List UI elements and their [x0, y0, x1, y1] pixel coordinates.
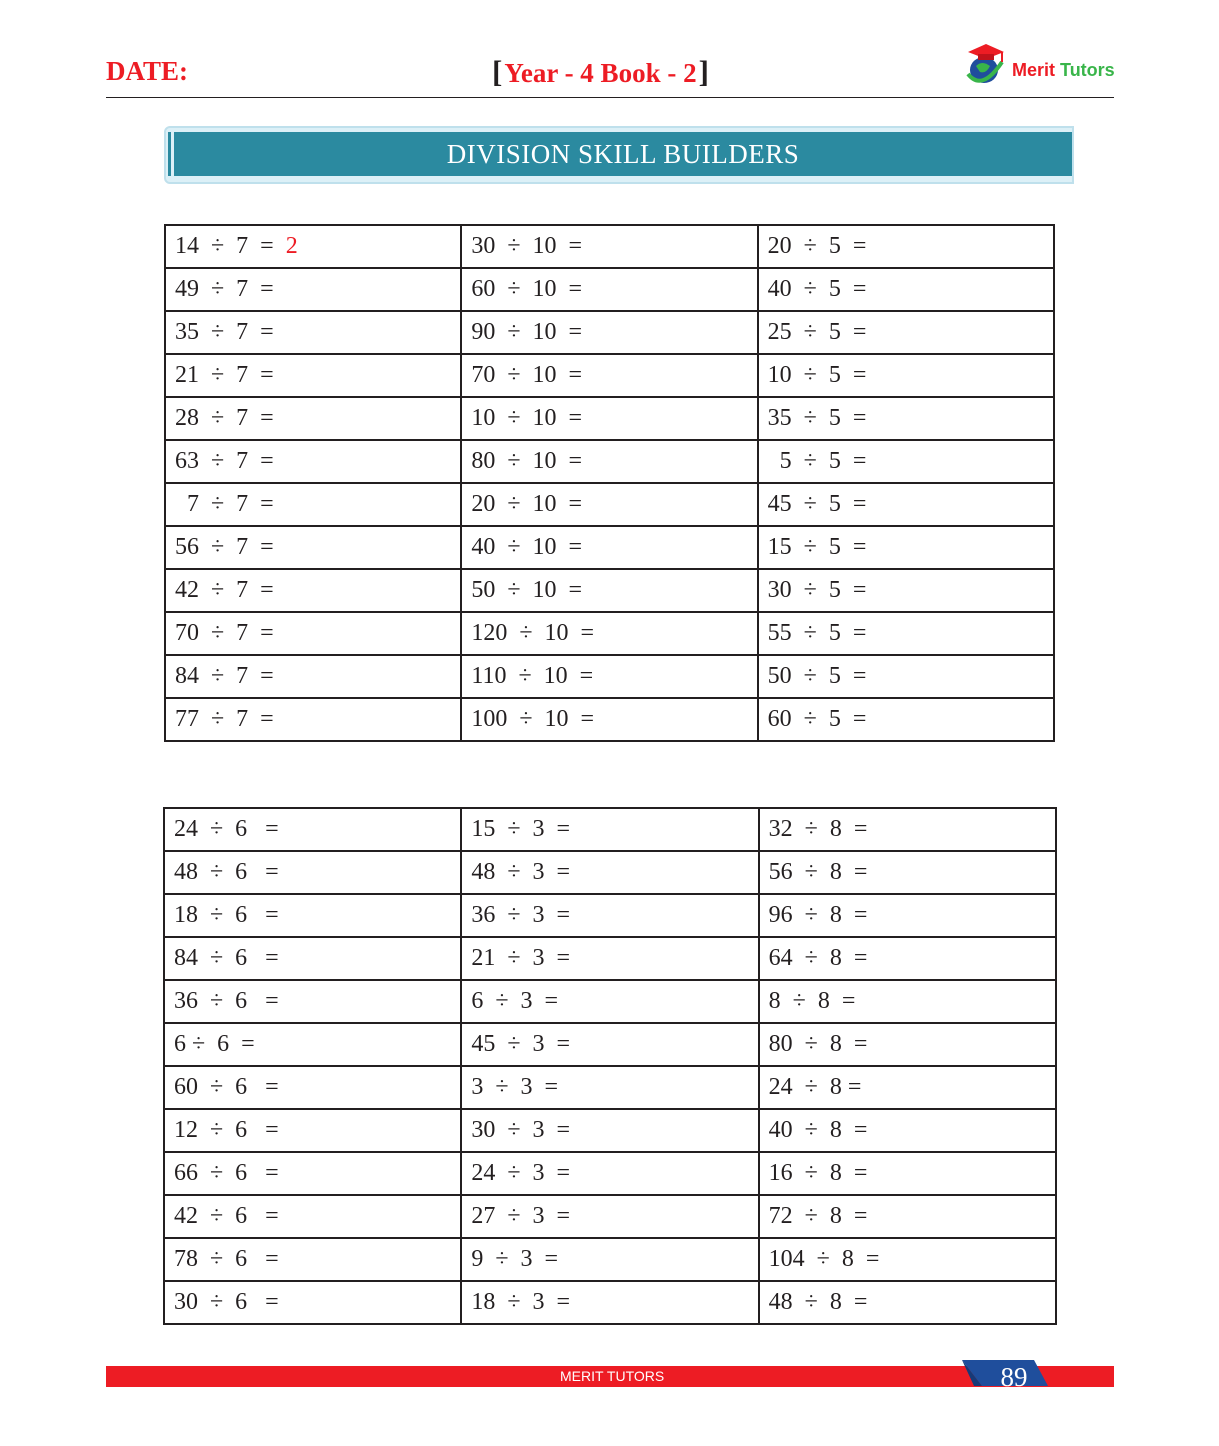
table-row — [165, 569, 1054, 612]
problem-cell — [758, 268, 1054, 311]
problem-text: 30 ÷ 3 = — [471, 1117, 571, 1143]
problem-text: 6 ÷ 3 = — [471, 988, 559, 1014]
problem-cell — [165, 526, 461, 569]
problem-text: 24 ÷ 8 = — [768, 1074, 862, 1100]
problem-text: 48 ÷ 3 = — [471, 859, 571, 885]
problem-text: 32 ÷ 8 = — [768, 816, 868, 842]
problem-text: 24 ÷ 3 = — [471, 1160, 571, 1186]
problem-text: 90 ÷ 10 = — [471, 319, 583, 345]
problem-text: 21 ÷ 7 = — [175, 362, 274, 388]
problem-cell — [164, 808, 461, 851]
header-divider — [106, 97, 1114, 98]
problem-cell — [758, 440, 1054, 483]
problem-text: 48 ÷ 6 = — [174, 859, 279, 885]
problem-text: 45 ÷ 3 = — [471, 1031, 571, 1057]
problem-cell — [759, 1152, 1056, 1195]
problem-text: 80 ÷ 8 = — [768, 1031, 868, 1057]
problem-cell — [461, 1109, 758, 1152]
problem-cell — [164, 1152, 461, 1195]
problem-cell — [758, 698, 1054, 741]
problem-cell — [461, 612, 757, 655]
problem-text: 36 ÷ 6 = — [174, 988, 279, 1014]
problem-cell — [758, 655, 1054, 698]
table-row — [164, 1023, 1056, 1066]
problem-cell — [165, 612, 461, 655]
problem-text: 15 ÷ 3 = — [471, 816, 571, 842]
problem-cell — [165, 268, 461, 311]
problem-cell — [461, 1238, 758, 1281]
problem-text: 63 ÷ 7 = — [175, 448, 274, 474]
problem-text: 12 ÷ 6 = — [174, 1117, 279, 1143]
problem-text: 60 ÷ 5 = — [767, 706, 867, 732]
book-title — [492, 54, 709, 90]
problem-text: 96 ÷ 8 = — [768, 902, 868, 928]
problem-cell — [461, 808, 758, 851]
globe-cap-icon — [958, 40, 1014, 96]
problem-text: 8 ÷ 8 = — [768, 988, 856, 1014]
problem-text: 30 ÷ 10 = — [471, 233, 583, 259]
division-table-2 — [163, 807, 1057, 1325]
table-1-body — [165, 225, 1054, 741]
problem-cell — [758, 397, 1054, 440]
table-row — [165, 397, 1054, 440]
problem-text: 42 ÷ 7 = — [175, 577, 274, 603]
problem-text: 18 ÷ 3 = — [471, 1289, 571, 1315]
problem-text: 10 ÷ 10 = — [471, 405, 583, 431]
bracket-close: ] — [698, 54, 709, 89]
problem-text: 50 ÷ 10 = — [471, 577, 583, 603]
problem-cell — [461, 354, 757, 397]
table-row — [165, 698, 1054, 741]
problem-text: 110 ÷ 10 = — [471, 663, 594, 689]
problem-cell — [759, 980, 1056, 1023]
problem-cell — [165, 440, 461, 483]
problem-cell — [164, 851, 461, 894]
table-row — [165, 354, 1054, 397]
page-number: 89 — [1000, 1362, 1028, 1392]
table-row — [164, 1152, 1056, 1195]
problem-text: 40 ÷ 10 = — [471, 534, 583, 560]
problem-cell — [461, 440, 757, 483]
problem-cell — [759, 808, 1056, 851]
problem-text: 40 ÷ 5 = — [767, 276, 867, 302]
footer-brand: MERIT TUTORS — [560, 1368, 665, 1384]
problem-cell — [164, 894, 461, 937]
problem-cell — [461, 1066, 758, 1109]
problem-cell — [759, 1238, 1056, 1281]
table-row — [165, 268, 1054, 311]
table-row — [164, 1066, 1056, 1109]
problem-cell — [461, 1023, 758, 1066]
logo-merit-text: Merit — [1012, 60, 1056, 80]
problem-text: 100 ÷ 10 = — [471, 706, 595, 732]
problem-text: 60 ÷ 10 = — [471, 276, 583, 302]
problem-cell — [461, 851, 758, 894]
problem-cell — [461, 1152, 758, 1195]
problem-cell — [461, 698, 757, 741]
problem-text: 21 ÷ 3 = — [471, 945, 571, 971]
problem-cell — [461, 311, 757, 354]
problem-cell — [164, 1109, 461, 1152]
problem-cell — [165, 655, 461, 698]
problem-text: 60 ÷ 6 = — [174, 1074, 279, 1100]
problem-text: 9 ÷ 3 = — [471, 1246, 559, 1272]
problem-cell — [759, 894, 1056, 937]
problem-cell — [461, 569, 757, 612]
table-row — [164, 1109, 1056, 1152]
problem-text: 48 ÷ 8 = — [768, 1289, 868, 1315]
table-row — [164, 1195, 1056, 1238]
problem-cell — [758, 311, 1054, 354]
problem-cell — [461, 655, 757, 698]
problem-cell — [461, 980, 758, 1023]
problem-text: 56 ÷ 8 = — [768, 859, 868, 885]
table-row — [164, 980, 1056, 1023]
division-table-1 — [164, 224, 1055, 742]
problem-cell — [759, 1109, 1056, 1152]
problem-text: 35 ÷ 7 = — [175, 319, 274, 345]
problem-text: 14 ÷ 7 = — [175, 233, 286, 259]
problem-cell — [461, 526, 757, 569]
problem-cell — [164, 937, 461, 980]
problem-text: 16 ÷ 8 = — [768, 1160, 868, 1186]
problem-text: 18 ÷ 6 = — [174, 902, 279, 928]
problem-cell — [461, 894, 758, 937]
problem-text: 84 ÷ 7 = — [175, 663, 274, 689]
problem-text: 55 ÷ 5 = — [767, 620, 867, 646]
table-row — [164, 1238, 1056, 1281]
problem-cell — [461, 1281, 758, 1324]
problem-cell — [758, 526, 1054, 569]
problem-text: 15 ÷ 5 = — [767, 534, 867, 560]
table-row — [165, 440, 1054, 483]
problem-text: 30 ÷ 5 = — [767, 577, 867, 603]
problem-text: 3 ÷ 3 = — [471, 1074, 559, 1100]
problem-text: 28 ÷ 7 = — [175, 405, 274, 431]
table-row — [165, 483, 1054, 526]
problem-cell — [759, 851, 1056, 894]
title-banner — [164, 126, 1072, 184]
bracket-open: [ — [492, 54, 503, 89]
problem-text: 84 ÷ 6 = — [174, 945, 279, 971]
problem-text: 77 ÷ 7 = — [175, 706, 274, 732]
problem-cell — [165, 311, 461, 354]
problem-text: 6 ÷ 6 = — [174, 1031, 255, 1057]
book-title-text: Year - 4 Book - 2 — [504, 58, 697, 88]
problem-text: 20 ÷ 10 = — [471, 491, 583, 517]
table-row — [165, 225, 1054, 268]
banner-tick — [168, 132, 171, 176]
problem-cell — [165, 569, 461, 612]
problem-cell — [758, 354, 1054, 397]
problem-text: 25 ÷ 5 = — [767, 319, 867, 345]
problem-text: 49 ÷ 7 = — [175, 276, 274, 302]
problem-text: 45 ÷ 5 = — [767, 491, 867, 517]
table-row — [164, 1281, 1056, 1324]
problem-text: 80 ÷ 10 = — [471, 448, 583, 474]
problem-cell — [164, 1023, 461, 1066]
table-row — [164, 851, 1056, 894]
problem-text: 56 ÷ 7 = — [175, 534, 274, 560]
problem-cell — [758, 612, 1054, 655]
problem-text: 120 ÷ 10 = — [471, 620, 595, 646]
problem-cell — [165, 483, 461, 526]
problem-cell — [164, 1281, 461, 1324]
problem-cell — [164, 1066, 461, 1109]
problem-text: 27 ÷ 3 = — [471, 1203, 571, 1229]
problem-cell — [165, 698, 461, 741]
logo-tutors-text: Tutors — [1060, 60, 1115, 80]
problem-text: 35 ÷ 5 = — [767, 405, 867, 431]
problem-text: 7 ÷ 7 = — [175, 491, 274, 517]
problem-cell — [461, 225, 757, 268]
problem-cell — [758, 483, 1054, 526]
problem-cell — [165, 225, 461, 268]
problem-cell — [461, 397, 757, 440]
problem-cell — [165, 397, 461, 440]
problem-cell — [759, 1066, 1056, 1109]
problem-text: 36 ÷ 3 = — [471, 902, 571, 928]
page-title: DIVISION SKILL BUILDERS — [446, 139, 800, 169]
problem-text: 50 ÷ 5 = — [767, 663, 867, 689]
logo-text — [1012, 60, 1115, 81]
problem-cell — [759, 1281, 1056, 1324]
problem-text: 5 ÷ 5 = — [767, 448, 867, 474]
problem-cell — [758, 225, 1054, 268]
problem-cell — [759, 937, 1056, 980]
problem-text: 66 ÷ 6 = — [174, 1160, 279, 1186]
problem-text: 42 ÷ 6 = — [174, 1203, 279, 1229]
problem-text: 20 ÷ 5 = — [767, 233, 867, 259]
table-2-body — [164, 808, 1056, 1324]
problem-text: 104 ÷ 8 = — [768, 1246, 880, 1272]
problem-text: 10 ÷ 5 = — [767, 362, 867, 388]
problem-cell — [164, 1238, 461, 1281]
problem-cell — [165, 354, 461, 397]
table-row — [164, 808, 1056, 851]
table-row — [165, 612, 1054, 655]
problem-text: 30 ÷ 6 = — [174, 1289, 279, 1315]
problem-text: 40 ÷ 8 = — [768, 1117, 868, 1143]
problem-text: 72 ÷ 8 = — [768, 1203, 868, 1229]
merit-tutors-logo — [958, 40, 1128, 96]
problem-cell — [461, 937, 758, 980]
table-row — [164, 894, 1056, 937]
problem-cell — [759, 1023, 1056, 1066]
answer-text: 2 — [285, 233, 298, 259]
problem-cell — [758, 569, 1054, 612]
problem-text: 78 ÷ 6 = — [174, 1246, 279, 1272]
problem-text: 64 ÷ 8 = — [768, 945, 868, 971]
problem-cell — [461, 268, 757, 311]
problem-text: 70 ÷ 10 = — [471, 362, 583, 388]
table-row — [165, 311, 1054, 354]
date-label: DATE: — [106, 56, 189, 86]
table-row — [165, 655, 1054, 698]
problem-cell — [164, 980, 461, 1023]
problem-cell — [164, 1195, 461, 1238]
problem-cell — [461, 1195, 758, 1238]
problem-cell — [759, 1195, 1056, 1238]
problem-cell — [461, 483, 757, 526]
problem-text: 70 ÷ 7 = — [175, 620, 274, 646]
problem-text: 24 ÷ 6 = — [174, 816, 279, 842]
table-row — [164, 937, 1056, 980]
table-row — [165, 526, 1054, 569]
